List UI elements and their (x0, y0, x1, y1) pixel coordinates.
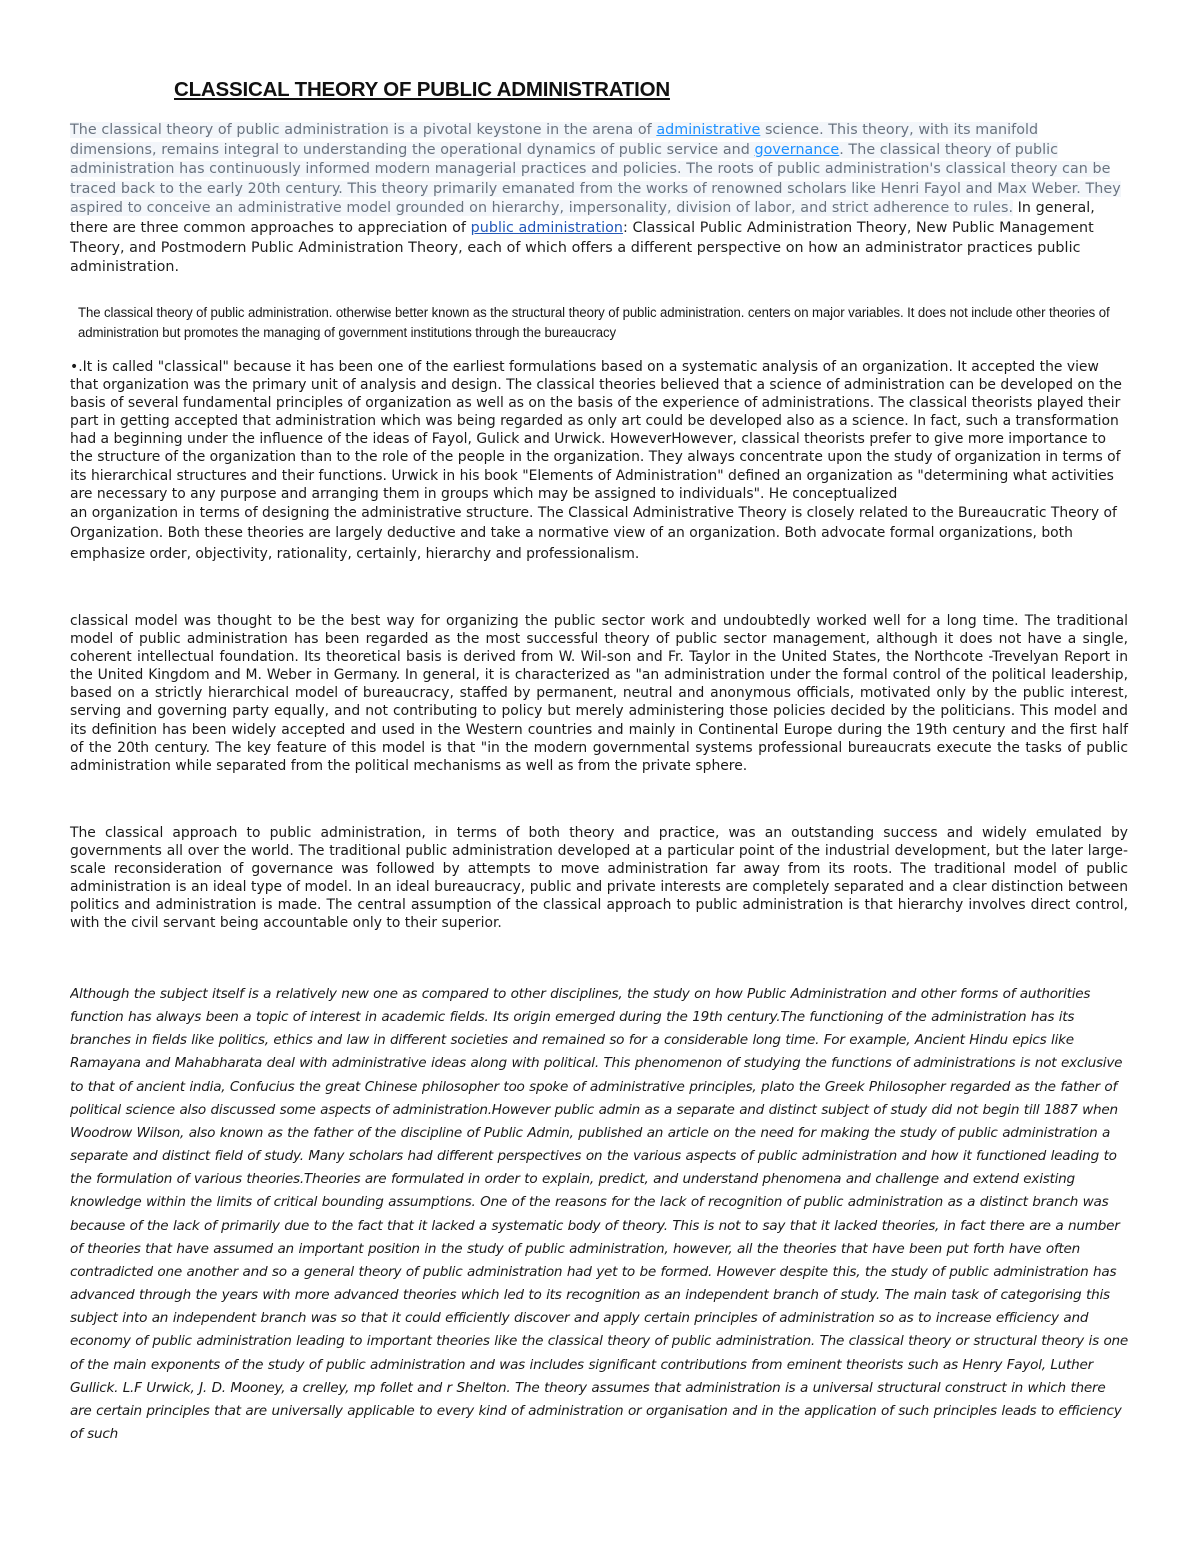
classical-explanation-paragraph (70, 358, 1128, 564)
governance-link[interactable]: governance (754, 141, 840, 158)
page-title: CLASSICAL THEORY OF PUBLIC ADMINISTRATION (174, 78, 670, 101)
traditional-model-paragraph: classical model was thought to be the best way for organizing the public sector work and undoubtedly worked well for a long time. The traditional model of public administration has been regarded as the most successful theory of public sector management, although it does not have a single, coherent intellectual foundation. Its theoretical basis is derived from W. Wil-son and Fr. Taylor in the United States, the Northcote -Trevelyan Report in the United Kingdom and M. Weber in Germany. In general, it is characterized as "an administration under the formal control of the political leadership, based on a strictly hierarchical model of bureaucracy, staffed by permanent, neutral and anonymous officials, motivated only by the public interest, serving and governing party equally, and not contributing to policy but merely administering those policies decided by the politicians. This model and its definition has been widely accepted and used in the Western countries and mainly in Continental Europe during the 19th century and the first half of the 20th century. The key feature of this model is that "in the modern governmental systems professional bureaucrats execute the tasks of public administration while separated from the political mechanisms as well as from the private sphere. (70, 613, 1128, 774)
administrative-link[interactable]: administrative (656, 122, 761, 138)
intro-text-5: : Classical Public Administration Theory, New Public Management Theory, and Postmodern Public Administration Theory, each of which offers a different perspective on how an administrator practices public administration. (70, 219, 1094, 276)
intro-text-2: science. This theory, with its manifold dimensions, remains integral to understanding the operational dynamics of public service and (70, 122, 1039, 158)
intro-text-3: . The classical theory of public administration has continuously informed modern managerial practices and policies. The roots of public administration's classical theory can be traced back to the early 20th century. This theory primarily emanated from the works of renowned scholars like Henri Fayol and Max Weber. They aspired to conceive an administrative model grounded on hierarchy, impersonality, division of labor, and strict adherence to rules. (70, 141, 1121, 217)
classical-approach-paragraph: The classical approach to public administration, in terms of both theory and practice, was an outstanding success and widely emulated by governments all over the world. The traditional public administration developed at a particular point of the industrial development, but the later large-scale reconsideration of governance was followed by attempts to move administration far away from its roots. The traditional model of public administration is an ideal type of model. In an ideal bureaucracy, public and private interests are completely separated and a clear distinction between politics and administration is made. The central assumption of the classical approach to public administration is that hierarchy involves direct control, with the civil servant being accountable only to their superior. (70, 825, 1128, 932)
intro-text-4: In general, there are three common approaches to appreciation of (70, 200, 1095, 236)
structural-theory-paragraph: The classical theory of public administration. otherwise better known as the structural theory of public administration. centers on major variables. It does not include other theories of administration but promotes the managing of government institutions through the bureaucracy (78, 305, 1110, 340)
classical-text-part-1: •.It is called "classical" because it has been one of the earliest formulations based on a systematic analysis of an organization. It accepted the view that organization was the primary unit of analysis and design. The classical theories believed that a science of administration can be developed on the basis of several fundamental principles of organization as well as on the basis of the experience of administrations. The classical theorists played their part in getting accepted that administration which was being regarded as only art could be developed also as a science. In fact, such a transformation had a beginning under the influence of the ideas of Fayol, Gulick and Urwick. HoweverHowever, classical theorists prefer to give more importance to the structure of the organization than to the role of the people in the organization. They always concentrate upon the study of organization in terms of its hierarchical structures and their functions. Urwick in his book "Elements of Administration" defined an organization as "determining what activities are necessary to any purpose and arranging them in groups which may be assigned to individuals". He conceptualized (70, 359, 1122, 502)
intro-text-1: The classical theory of public administration is a pivotal keystone in the arena of (70, 122, 657, 138)
classical-text-part-2: an organization in terms of designing the administrative structure. The Classical Administrative Theory is closely related to the Bureaucratic Theory of Organization. Both these theories are largely deductive and take a normative view of an organization. Both advocate formal organizations, both emphasize order, objectivity, rationality, certainly, hierarchy and professionalism. (70, 504, 1117, 562)
intro-highlighted-text (70, 122, 1121, 216)
intro-paragraph (70, 121, 1128, 278)
public-administration-link[interactable]: public administration (470, 219, 624, 236)
history-paragraph: Although the subject itself is a relatively new one as compared to other disciplines, the study on how Public Administration and other forms of authorities function has always been a topic of interest in academic fields. Its origin emerged during the 19th century.The functioning of the administration has its branches in fields like politics, ethics and law in different societies and remained so for a considerable long time. For example, Ancient Hindu epics like Ramayana and Mahabharata deal with administrative ideas along with political. This phenomenon of studying the functions of administrations is not exclusive to that of ancient india, Confucius the great Chinese philosopher too spoke of administrative principles, plato the Greek Philosopher regarded as the father of political science also discussed some aspects of administration.However public admin as a separate and distinct subject of study did not begin till 1887 when Woodrow Wilson, also known as the father of the discipline of Public Admin, published an article on the need for making the study of public administration a separate and distinct field of study. Many scholars had different perspectives on the various aspects of public administration and how it functioned leading to the formulation of various theories.Theories are formulated in order to explain, predict, and understand phenomena and challenge and extend existing knowledge within the limits of critical bounding assumptions. One of the reasons for the lack of recognition of public administration as a distinct branch was because of the lack of primarily due to the fact that it lacked a systematic body of theory. This is not to say that it lacked theories, in fact there are a number of theories that have assumed an important position in the study of public administration, however, all the theories that have been put forth have often contradicted one another and so a general theory of public administration had yet to be formed. However despite this, the study of public administration has advanced through the years with more advanced theories which led to its recognition as an independent branch of study. The main task of categorising this subject into an independent branch was so that it could efficiently discover and apply certain principles of administration so as to increase efficiency and economy of public administration leading to important theories like the classical theory of public administration. The classical theory or structural theory is one of the main exponents of the study of public administration and was includes significant contributions from eminent theorists such as Henry Fayol, Luther Gullick. L.F Urwick, J. D. Mooney, a crelley, mp follet and r Shelton. The theory assumes that administration is a universal structural construct in which there are certain principles that are universally applicable to every kind of administration or organisation and in the application of such principles leads to efficiency of such (70, 986, 1128, 1442)
